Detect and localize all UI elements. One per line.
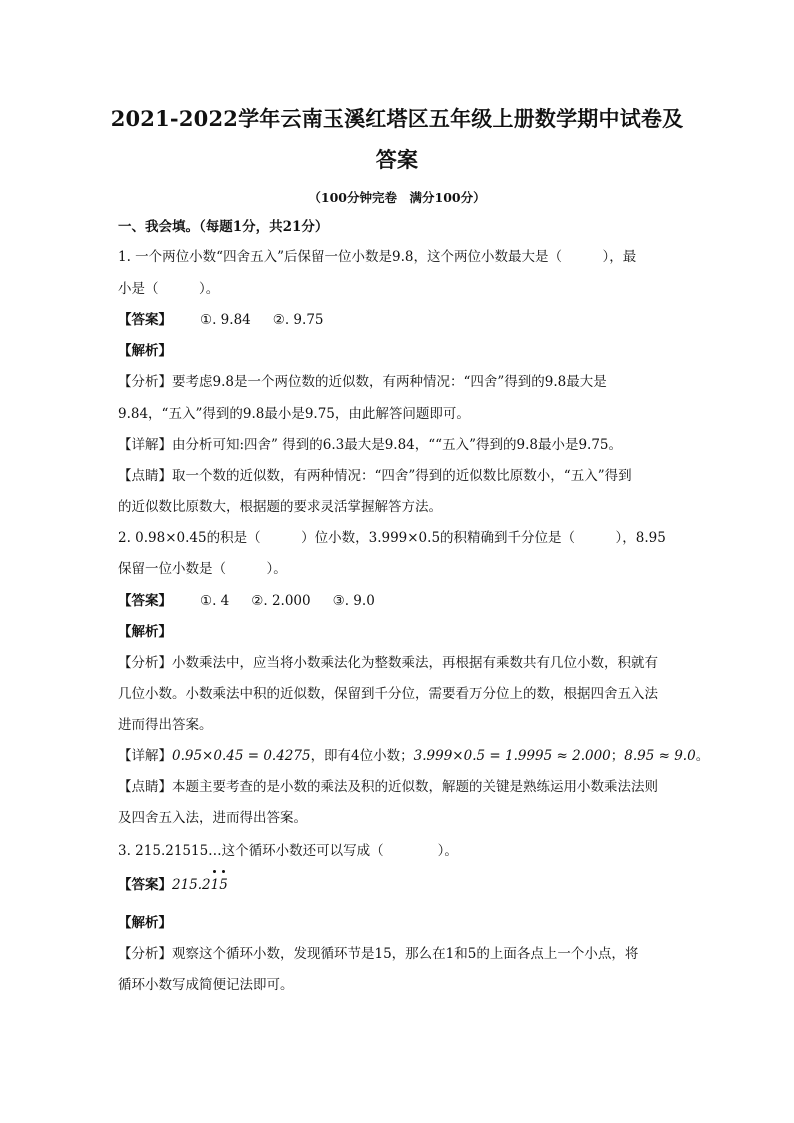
answer-value: ②. 9.75 (272, 312, 324, 328)
analysis-tag: 【解析】 (118, 343, 172, 359)
detail-text: ，即有4位小数； (310, 748, 414, 764)
section-heading: 一、我会填。（每题1分，共21分） (118, 219, 329, 235)
answer-tag: 【答案】 (118, 593, 172, 609)
q2-answer (118, 591, 375, 611)
q2-remark-line1: 【点睛】本题主要考查的是小数的乘法及积的近似数，解题的关键是熟练运用小数乘法法则 (118, 779, 658, 795)
q1-remark-line2: 的近似数比原数大，根据题的要求灵活掌握解答方法。 (118, 499, 442, 515)
analysis-tag: 【解析】 (118, 624, 172, 640)
q1-analysis-line1: 【分析】要考虑9.8是一个两位数的近似数，有两种情况：“四舍”得到的9.8最大是 (118, 374, 607, 390)
q1-analysis-line2: 9.84，“五入”得到的9.8最小是9.75，由此解答问题即可。 (118, 406, 470, 422)
q3-text-line1: 3. 215.21515…这个循环小数还可以写成（ ）。 (118, 843, 458, 859)
repeating-digit: 1 (211, 875, 220, 895)
detail-tag: 【详解】 (118, 748, 172, 764)
detail-text: 。 (695, 748, 710, 764)
document-title-line1: 2021-2022学年云南玉溪红塔区五年级上册数学期中试卷及 (110, 106, 684, 131)
q2-text-line2: 保留一位小数是（ ）。 (118, 561, 287, 577)
document-title-line2: 答案 (375, 147, 419, 172)
answer-value: ①. 4 (200, 593, 230, 609)
q2-analysis-line2: 几位小数。小数乘法中积的近似数，保留到千分位，需要看万分位上的数，根据四舍五入法 (118, 686, 658, 702)
q2-analysis-line1: 【分析】小数乘法中，应当将小数乘法化为整数乘法，再根据有乘数共有几位小数，积就有 (118, 655, 658, 671)
q2-remark-line2: 及四舍五入法，进而得出答案。 (118, 810, 307, 826)
detail-text: ； (610, 748, 625, 764)
repeat-dot-icon (222, 870, 225, 873)
q1-text-line2: 小是（ ）。 (118, 281, 220, 297)
q2-detail (118, 746, 709, 766)
document-subtitle: （100分钟完卷 满分100分） (308, 190, 486, 205)
repeat-dot-icon (213, 870, 216, 873)
q1-remark-line1: 【点睛】取一个数的近似数，有两种情况：“四舍”得到的近似数比原数小，“五入”得到 (118, 468, 632, 484)
answer-value: ②. 2.000 (251, 593, 311, 609)
answer-tag: 【答案】 (118, 312, 172, 328)
q1-text-line1: 1. 一个两位小数“四舍五入”后保留一位小数是9.8，这个两位小数最大是（ ），最 (118, 249, 637, 265)
repeating-digit: 5 (219, 875, 228, 895)
q3-analysis-line1: 【分析】观察这个循环小数，发现循环节是15，那么在1和5的上面各点上一个小点，将 (118, 946, 639, 962)
analysis-tag: 【解析】 (118, 915, 172, 931)
answer-value: 215.2 (172, 877, 211, 893)
formula: 0.95×0.45 = 0.4275 (172, 748, 311, 764)
answer-tag: 【答案】 (118, 877, 172, 893)
q2-text-line1: 2. 0.98×0.45的积是（ ）位小数，3.999×0.5的积精确到千分位是（ ），8.95 (118, 530, 666, 546)
q3-analysis-line2: 循环小数写成简便记法即可。 (118, 977, 294, 993)
q1-detail: 【详解】由分析可知:四舍” 得到的6.3最大是9.84，““五入”得到的9.8最小是9.75。 (118, 437, 623, 453)
answer-value: ①. 9.84 (200, 312, 251, 328)
formula: 8.95 ≈ 9.0 (624, 748, 696, 764)
q2-analysis-line3: 进而得出答案。 (118, 717, 213, 733)
formula: 3.999×0.5 = 1.9995 ≈ 2.000 (413, 748, 611, 764)
q3-answer (118, 875, 228, 895)
answer-value: ③. 9.0 (332, 593, 375, 609)
q1-answer (118, 310, 324, 330)
